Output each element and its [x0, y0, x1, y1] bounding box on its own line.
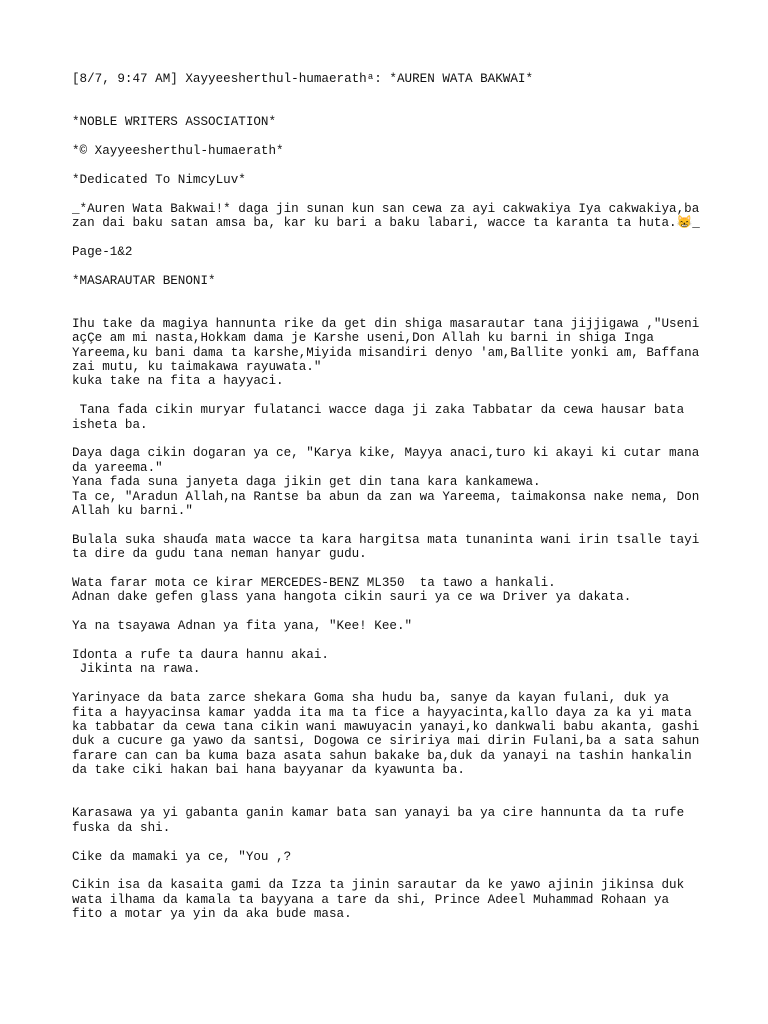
- document-page: [72, 72, 712, 922]
- story-paragraph: Wata farar mota ce kirar MERCEDES-BENZ ML350 ta tawo a hankali. Adnan dake gefen glass yana hangota cikin sauri ya ce wa Driver ya dakata.: [72, 576, 632, 605]
- story-paragraph: Idonta a rufe ta daura hannu akai. Jikinta na rawa.: [72, 648, 329, 677]
- copyright-line: *© Xayyeesherthul-humaerath*: [72, 144, 284, 158]
- chapter-heading: *MASARAUTAR BENONI*: [72, 273, 216, 288]
- dedication-line: *Dedicated To NimcyLuv*: [72, 172, 246, 187]
- chat-header-line: [8/7, 9:47 AM] Xayyeesherthul-humaerathᵃ: *AUREN WATA BAKWAI*: [72, 72, 534, 86]
- page-number: Page-1&2: [72, 244, 133, 259]
- story-paragraph: Cike da mamaki ya ce, "You ,?: [72, 849, 292, 864]
- story-paragraph: Cikin isa da kasaita gami da Izza ta jinin sarautar da ke yawo ajinin jikinsa duk wata ilhama da kamala ta bayyana a tare da shi, Prince Adeel Muhammad Rohaan ya fito a motar ya yin da aka bude masa.: [72, 878, 685, 922]
- intro-paragraph: _*Auren Wata Bakwai!* daga jin sunan kun san cewa za ayi cakwakiya Iya cakwakiya,ba zan dai baku satan amsa ba, kar ku bari a baku labari, wacce ta karanta ta huta.😸_: [72, 201, 700, 230]
- story-paragraph: Daya daga cikin dogaran ya ce, "Karya kike, Mayya anaci,turo ki akayi ki cutar mana da yareema." Yana fada suna janyeta daga jikin get din tana kara kankamewa. Ta ce, "Aradun Allah,na Rantse ba abun da zan wa Yareema, taimakonsa nake nema, Don Allah ku barni.": [72, 446, 700, 519]
- story-paragraph: Ya na tsayawa Adnan ya fita yana, "Kee! Kee.": [72, 619, 413, 634]
- story-paragraph: Karasawa ya yi gabanta ganin kamar bata san yanayi ba ya cire hannunta da ta rufe fuska da shi.: [72, 806, 685, 835]
- story-paragraph: Bulala suka shauɗa mata wacce ta kara hargitsa mata tunaninta wani irin tsalle tayi ta dire da gudu tana neman hanyar gudu.: [72, 532, 700, 562]
- story-paragraph: Tana fada cikin muryar fulatanci wacce daga ji zaka Tabbatar da cewa hausar bata isheta ba.: [72, 403, 685, 432]
- story-paragraph: Ihu take da magiya hannunta rike da get din shiga masarautar tana jijjigawa ,"Useni açÇe am mi nasta,Hokkam dama je Karshe useni,Don Allah ku barni in shiga Inga Yareema,ku bani dama ta karshe,Miyida misandiri denyo 'am,Ballite yonki am, Baffana zai mutu, ku taimakawa rayuwata." kuka take na fita a hayyaci.: [72, 316, 700, 389]
- story-paragraph: Yarinyace da bata zarce shekara Goma sha hudu ba, sanye da kayan fulani, duk ya fita a hayyacinsa kamar yadda ita ma ta fice a hayyacinta,kallo daya za ka yi mata ka tabbatar da cewa tana cikin wani mawuyacin yanayi,ko dankwali babu akanta, gashi duk a cucure ga yawo da santsi, Dogowa ce siririya mai dirin Fulani,ba a sata sahun farare can can ba kuma baza asata sahun bakake ba,duk da yanayi na tashin hankalin da take ciki hakan bai hana bayyanar da kyawunta ba.: [72, 691, 700, 778]
- association-name: *NOBLE WRITERS ASSOCIATION*: [72, 115, 277, 130]
